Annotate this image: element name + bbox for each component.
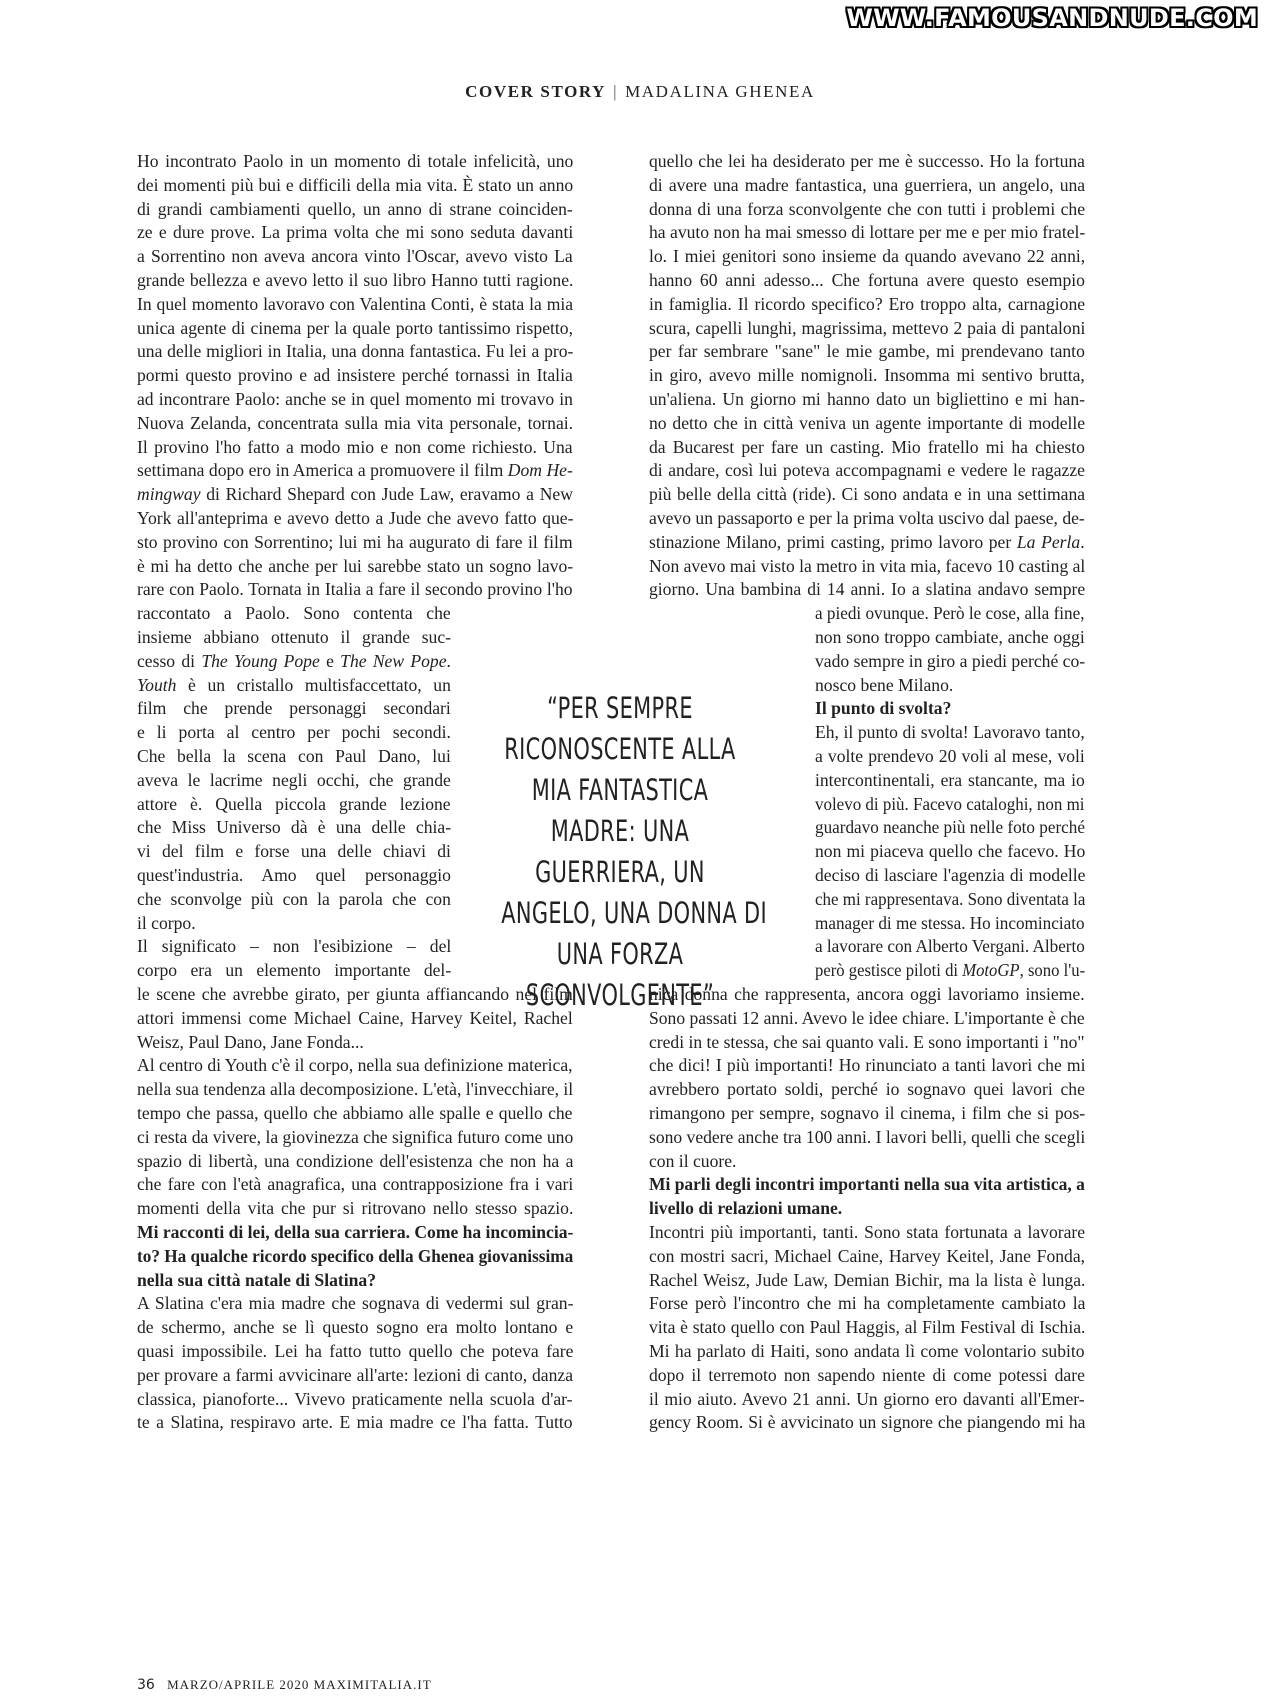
- right-text-line: volevo di più. Facevo cataloghi, non mi: [815, 793, 1085, 814]
- pull-quote-line: GUERRIERA, UN: [535, 855, 705, 889]
- right-text-line: con mostri sacri, Michael Caine, Harvey Keitel, Jane Fonda,: [649, 1245, 1086, 1266]
- right-text-line: a lavorare con Alberto Vergani. Alberto: [815, 936, 1085, 957]
- left-text-line: Il significato – non l'esibizione – del: [137, 936, 452, 957]
- left-text-line: Mi racconti di lei, della sua carriera. Come ha incominciа-: [137, 1222, 574, 1242]
- right-text-line: quello che lei ha desiderato per me è successo. Ho la fortuna: [649, 151, 1085, 171]
- right-text-line: vado sempre in giro a piedi perché co-: [815, 650, 1086, 671]
- right-text-line: Forse però l'incontro che mi ha completamente cambiato la: [649, 1293, 1086, 1314]
- right-text-line: per far sembrare "sane" le mie gambe, mi prendevano tanto: [649, 341, 1085, 362]
- left-text-line: grande bellezza e avevo letto il suo libro Hanno tutti ragione.: [137, 270, 574, 290]
- right-text-line: il mio aiuto. Avevo 21 anni. Un giorno ero davanti all'Emer-: [649, 1388, 1085, 1409]
- left-text-line: to? Ha qualche ricordo specifico della Ghenea giovanissima: [137, 1245, 574, 1266]
- right-text-line: Il punto di svolta?: [815, 698, 952, 719]
- left-text-line: ci resta da vivere, la giovinezza che significa futuro come uno: [137, 1126, 574, 1147]
- page-footer: [137, 1677, 432, 1693]
- right-text-line: con il cuore.: [649, 1150, 737, 1171]
- right-text-line: giorno. Una bambina di 14 anni. Io a slatina andavo sempre: [649, 579, 1086, 600]
- right-text-line: Rachel Weisz, Jude Law, Demian Bichir, ma la lista è lunga.: [649, 1269, 1086, 1290]
- left-text-line: te a Slatina, respiravo arte. E mia madre ce l'ha fatta. Tutto: [137, 1412, 573, 1433]
- left-text-line: York all'anteprima e avevo detto a Jude che avevo fatto que-: [137, 508, 574, 528]
- right-text-line: hanno 60 anni adesso... Che fortuna avere questo esempio: [649, 270, 1085, 290]
- right-text-line: Sono passati 12 anni. Avevo le idee chiare. L'importante è che: [649, 1007, 1085, 1028]
- left-text-line: che sconvolge più con la parola che con: [137, 888, 451, 909]
- left-text-line: rare con Paolo. Tornata in Italia a fare il secondo provino l'ho: [137, 579, 573, 600]
- left-text-line: attore è. Quella piccola grande lezione: [137, 793, 451, 814]
- left-text-line: settimana dopo ero in America a promuovere il film Dom He-: [137, 460, 573, 481]
- right-text-line: vita è stato quello con Paul Haggis, al Film Festival di Ischia.: [649, 1317, 1086, 1338]
- left-text-line: In quel momento lavoravo con Valentina Conti, è stata la mia: [137, 293, 574, 314]
- header-separator: |: [613, 82, 619, 101]
- watermark: WWW.FAMOUSANDNUDE.COM: [846, 4, 1258, 32]
- right-text-line: donna di una forza sconvolgente che con tutti i problemi che: [649, 198, 1086, 219]
- right-text-line: Mi parli degli incontri importanti nella sua vita artistica, a: [649, 1174, 1085, 1195]
- left-text-line: quasi impossibile. Lei ha fatto tutto quello che poteva fare: [137, 1341, 574, 1361]
- page-number: 36: [137, 1677, 155, 1693]
- left-text-line: per provare a farmi avvicinare all'arte: lezioni di canto, danza: [137, 1364, 574, 1385]
- left-text-line: Youth è un cristallo multisfaccettato, un: [137, 674, 451, 695]
- pull-quote-line: MIA FANTASTICA: [531, 773, 709, 807]
- left-text-line: che fare con l'età anagrafica, una contrapposizione fra i vari: [137, 1174, 574, 1195]
- pull-quote-line: MADRE: UNA: [550, 814, 690, 848]
- left-text-line: Il provino l'ho fatto a modo mio e non come richiesto. Una: [137, 436, 573, 457]
- left-text-line: nella sua città natale di Slatina?: [137, 1269, 377, 1290]
- site-name: MAXIMITALIA.IT: [313, 1677, 432, 1692]
- right-text-line: in famiglia. Il ricordo specifico? Ero troppo alta, carnagione: [649, 293, 1086, 314]
- right-text-line: ha avuto non ha mai smesso di lottare per me e per mio fratel-: [649, 222, 1086, 243]
- issue-date: MARZO/APRILE 2020: [167, 1677, 310, 1692]
- right-text-line: sono vedere anche tra 100 anni. I lavori belli, quelli che scegli: [649, 1126, 1086, 1147]
- right-text-line: di avere una madre fantastica, una guerriera, un angelo, una: [649, 174, 1086, 195]
- right-text-line: avrebbero portato soldi, perché io sognavo quei lavori che: [649, 1079, 1085, 1100]
- right-text-line: in giro, avevo mille nomignoli. Insomma mi sentivo brutta,: [649, 365, 1085, 386]
- left-text-line: cesso di The Young Pope e The New Pope.: [137, 650, 451, 671]
- left-text-line: aveva le lacrime negli occhi, che grande: [137, 769, 451, 790]
- left-text-line: che Miss Universo dà è una delle chia-: [137, 817, 452, 838]
- left-text-line: le scene che avrebbe girato, per giunta affiancando nel film: [137, 984, 573, 1004]
- left-text-line: Weisz, Paul Dano, Jane Fonda...: [137, 1031, 364, 1052]
- section-header: [0, 82, 1280, 102]
- pull-quote-line: ANGELO, UNA DONNA DI: [501, 896, 768, 930]
- right-text-line: di andare, così lui poteva accompagnami e vedere le ragazze: [649, 460, 1085, 481]
- right-text-line: non mi piaceva quello che facevo. Ho: [815, 841, 1086, 862]
- left-text-line: tempo che passa, quello che abbiamo alle spalle e quello che: [137, 1103, 573, 1123]
- right-text-line: più belle della città (ride). Ci sono andata e in una settimana: [649, 484, 1086, 505]
- right-text-line: Eh, il punto di svolta! Lavoravo tanto,: [815, 722, 1085, 743]
- right-text-line: a piedi ovunque. Però le cose, alla fine,: [815, 603, 1085, 624]
- right-text-line: dopo il terremoto non sapendo niente di come potessi dare: [649, 1364, 1085, 1385]
- left-text-line: film che prende personaggi secondari: [137, 698, 451, 719]
- left-text-line: di grandi cambiamenti quello, un anno di strane coinciden-: [137, 198, 573, 219]
- left-text-line: nella sua tendenza alla decomposizione. L'età, l'invecchiare, il: [137, 1079, 574, 1100]
- right-text-line: no detto che in città veniva un agente importante di modelle: [649, 412, 1086, 433]
- left-text-line: raccontato a Paolo. Sono contenta che: [137, 603, 451, 624]
- right-text-line: livello di relazioni umane.: [649, 1198, 843, 1219]
- left-text-line: Nuova Zelanda, concentrata sulla mia vita personale, tornai.: [137, 412, 574, 433]
- right-text-line: Mi ha parlato di Haiti, sono andata lì come volontario subito: [649, 1341, 1085, 1361]
- section-label: COVER STORY: [465, 82, 607, 101]
- left-text-line: de schermo, anche se lì questo sogno era molto lontano e: [137, 1317, 574, 1338]
- right-text-line: Non avevo mai visto la metro in vita mia, facevo 10 casting al: [649, 555, 1086, 576]
- left-text-line: quest'industria. Amo quel personaggio: [137, 865, 451, 885]
- pull-quote-line: SCONVOLGENTE”: [525, 978, 715, 1012]
- left-text-line: Che bella la scena con Paul Dano, lui: [137, 746, 451, 766]
- left-text-line: corpo era un elemento importante del-: [137, 960, 452, 981]
- right-text-line: non sono troppo cambiate, anche oggi: [815, 627, 1085, 647]
- right-text-line: rimangono per sempre, sognavo il cinema, i film che si pos-: [649, 1103, 1086, 1123]
- left-text-line: ze e dure prove. La prima volta che mi sono seduta davanti: [137, 222, 574, 243]
- pull-quote-line: “PER SEMPRE: [547, 691, 693, 725]
- left-text-line: classica, pianoforte... Vivevo praticamente nella scuola d'ar-: [137, 1388, 573, 1409]
- left-text-line: e li porta al centro per pochi secondi.: [137, 722, 451, 743]
- left-text-line: è mi ha detto che anche per lui sarebbe stato un sogno lavo-: [137, 555, 574, 576]
- right-text-line: intercontinentali, era stancante, ma io: [815, 769, 1085, 790]
- right-text-line: lo. I miei genitori sono insieme da quando avevano 22 anni,: [649, 246, 1086, 267]
- left-text-line: Ho incontrato Paolo in un momento di totale infelicità, uno: [137, 151, 574, 171]
- left-text-line: ad incontrare Paolo: anche se in quel momento mi trovavo in: [137, 389, 573, 409]
- right-text-line: che dici! I più importanti! Ho rinunciato a tanti lavori che mi: [649, 1055, 1086, 1076]
- right-text-line: da Bucarest per fare un casting. Mio fratello mi ha chiesto: [649, 436, 1085, 457]
- right-text-line: che mi rappresentava. Sono diventata la: [815, 888, 1086, 909]
- right-text-line: a volte prendevo 20 voli al mese, voli: [815, 746, 1085, 766]
- left-text-line: il corpo.: [137, 912, 196, 933]
- left-text-line: vi del film e forse una delle chiavi di: [137, 841, 451, 862]
- subject-name: MADALINA GHENEA: [625, 82, 815, 101]
- left-text-line: attori immensi come Michael Caine, Harvey Keitel, Rachel: [137, 1007, 573, 1028]
- right-text-line: nica donna che rappresenta, ancora oggi lavoriamo insieme.: [649, 984, 1085, 1004]
- left-text-line: a Sorrentino non aveva ancora vinto l'Oscar, avevo visto La: [137, 246, 573, 267]
- right-text-line: gency Room. Si è avvicinato un signore che piangendo mi ha: [649, 1412, 1086, 1433]
- right-text-line: un'aliena. Un giorno mi hanno dato un bigliettino e mi han-: [649, 389, 1086, 409]
- right-text-line: avevo un passaporto e per la prima volta uscivo dal paese, de-: [649, 508, 1085, 528]
- right-text-line: manager di me stessa. Ho incominciato: [815, 912, 1085, 933]
- left-text-line: pormi questo provino e ad insistere perché tornassi in Italia: [137, 365, 573, 386]
- pull-quote: [501, 688, 768, 1016]
- left-text-line: una delle migliori in Italia, una donna fantastica. Fu lei a pro-: [137, 341, 574, 362]
- pull-quote-line: UNA FORZA: [556, 937, 684, 971]
- left-text-line: momenti della vita che pur si ritrovano nello stesso spazio.: [137, 1198, 574, 1219]
- pull-quote-line: RICONOSCENTE ALLA: [504, 732, 736, 766]
- left-text-line: Al centro di Youth c'è il corpo, nella sua definizione materica,: [137, 1055, 573, 1076]
- right-text-line: credi in te stessa, che sai quanto vali. E sono importanti i "no": [649, 1031, 1085, 1052]
- right-text-line: Incontri più importanti, tanti. Sono stata fortunata a lavorare: [649, 1222, 1086, 1242]
- left-text-line: insieme abbiano ottenuto il grande suc-: [137, 627, 452, 647]
- left-text-line: mingway di Richard Shepard con Jude Law, eravamo a New: [137, 484, 573, 505]
- right-text-line: scura, capelli lunghi, magrissima, mettevo 2 paia di pantaloni: [649, 317, 1086, 338]
- right-text-line: guardavo neanche più nelle foto perché: [815, 817, 1085, 838]
- left-text-line: unica agente di cinema per la quale porto tantissimo rispetto,: [137, 317, 573, 338]
- left-text-line: A Slatina c'era mia madre che sognava di vedermi sul gran-: [137, 1293, 574, 1314]
- left-text-line: spazio di libertà, una condizione dell'esistenza che non ha a: [137, 1150, 574, 1171]
- right-text-line: deciso di lasciare l'agenzia di modelle: [815, 865, 1086, 885]
- right-text-line: nosco bene Milano.: [815, 674, 954, 695]
- right-text-line: stinazione Milano, primi casting, primo lavoro per La Perla.: [649, 531, 1085, 552]
- right-text-line: però gestisce piloti di MotoGP, sono l'u-: [815, 960, 1086, 981]
- left-text-line: dei momenti più bui e difficili della mia vita. È stato un anno: [137, 174, 574, 195]
- left-text-line: sto provino con Sorrentino; lui mi ha augurato di fare il film: [137, 531, 573, 552]
